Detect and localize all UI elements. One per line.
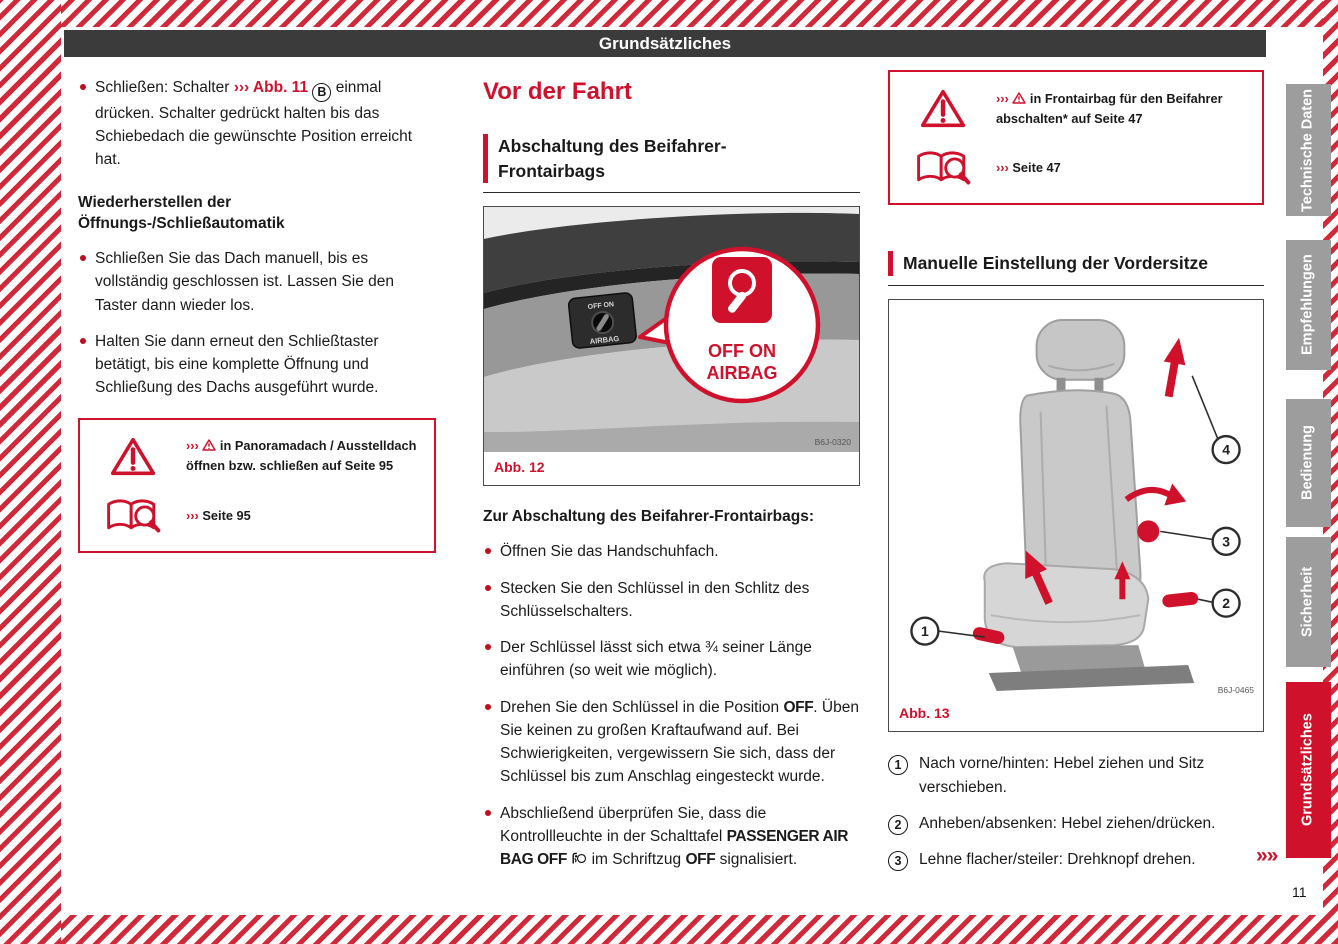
bullet-item	[483, 696, 860, 789]
reference-chevrons: ›››	[996, 160, 1009, 176]
bullet-marker	[485, 704, 491, 710]
warning-icon-cell	[902, 88, 984, 129]
body-text: Schließen: Schalter	[95, 79, 230, 96]
reference-chevrons: ›››	[996, 90, 1009, 106]
tab-label: Technische Daten	[1299, 88, 1316, 212]
warning-row	[92, 436, 422, 477]
chapter-header-bar	[64, 30, 1266, 57]
warning-reference-text: in Frontairbag für den Beifahrer abschalten* auf Seite 47	[996, 90, 1223, 126]
figure-caption: Abb. 12	[494, 459, 545, 475]
main-heading: Vor der Fahrt	[483, 78, 632, 105]
page-reference-text: Seite 95	[202, 507, 251, 523]
switch-plate-label-bottom: AIRBAG	[589, 333, 620, 346]
column-left	[78, 76, 436, 553]
bullet-marker	[80, 338, 86, 344]
warning-reference-text: in Panoramadach / Ausstelldach öffnen bzw. schließen auf Seite 95	[186, 438, 417, 473]
callout-number-1: 1	[921, 622, 929, 639]
body-text: Stecken Sie den Schlüssel in den Schlitz des Schlüsselschalters.	[500, 579, 810, 620]
tab-label: Grundsätzliches	[1299, 713, 1316, 827]
chapter-title: Grundsätzliches	[598, 33, 732, 53]
body-text: . Üben Sie keinen zu großen Kraftaufwand auf. Bei Schwierigkeiten, vergewissern Sie sich, dass der Schlüssel bis zum Anschlag eingesteckt wurde.	[500, 698, 859, 786]
callout-label-off-on: OFF ON	[708, 341, 776, 361]
callout-number-3: 3	[1222, 532, 1230, 549]
tab-bedienung[interactable]	[1286, 399, 1331, 527]
body-text: Drehen Sie den Schlüssel in die Position	[500, 698, 780, 716]
airbag-telltale-icon	[571, 852, 587, 865]
switch-plate-label-top: OFF ON	[587, 301, 615, 311]
bullet-item	[483, 577, 860, 624]
bullet-marker	[485, 810, 491, 816]
figure-abb-12	[483, 206, 860, 486]
bullet-item	[78, 330, 436, 400]
page-reference-text: Seite 47	[1012, 160, 1061, 176]
bullet-item	[78, 247, 436, 317]
tab-technische-daten[interactable]	[1286, 84, 1331, 216]
tab-label: Bedienung	[1299, 425, 1316, 501]
item-text: Anheben/absenken: Hebel ziehen/drücken.	[919, 814, 1216, 832]
list-item	[888, 812, 1264, 835]
warning-row	[902, 88, 1250, 129]
callout-number-2: 2	[1222, 594, 1230, 611]
body-text: einmal drücken. Schalter gedrückt halten bis das Schiebedach die gewünschte Position erreicht hat.	[95, 79, 413, 169]
off-label: OFF	[783, 698, 814, 716]
item-number-badge: 2	[888, 815, 908, 835]
warning-icon-cell	[92, 497, 174, 535]
page-reference[interactable]	[186, 506, 251, 526]
figure-code: B6J-0465	[1217, 684, 1255, 695]
numbered-list	[888, 752, 1264, 871]
warning-reference[interactable]	[996, 89, 1250, 129]
body-text: im Schriftzug	[591, 851, 682, 868]
section-heading	[483, 134, 860, 183]
warning-icon-cell	[92, 436, 174, 477]
column-middle	[483, 72, 860, 884]
off-label: OFF	[685, 851, 716, 868]
decorative-stripes-bottom	[0, 915, 1338, 944]
list-item	[888, 848, 1264, 871]
decorative-stripes-left	[0, 0, 61, 944]
item-text: Nach vorne/hinten: Hebel ziehen und Sitz verschieben.	[919, 755, 1205, 796]
warning-reference[interactable]	[186, 436, 422, 476]
callout-switch-plate	[712, 257, 772, 323]
bullet-marker	[80, 255, 86, 261]
tab-sicherheit[interactable]	[1286, 537, 1331, 667]
airbag-switch-illustration	[484, 207, 859, 452]
section-heading-text: Manuelle Einstellung der Vordersitze	[903, 253, 1209, 273]
seat-illustration	[889, 300, 1263, 699]
bullet-item	[483, 802, 860, 872]
body-text: Öffnen Sie das Handschuhfach.	[500, 543, 719, 561]
tab-empfehlungen[interactable]	[1286, 240, 1331, 370]
page-reference[interactable]	[996, 158, 1061, 178]
warning-note-box	[888, 70, 1264, 205]
body-text: Halten Sie dann erneut den Schließtaster betätigt, bis eine komplette Öffnung und Schließung des Dachs ausgeführt wurde.	[95, 332, 379, 397]
body-text: Schließen Sie das Dach manuell, bis es vollständig geschlossen ist. Lassen Sie den Taster dann wieder los.	[95, 250, 394, 314]
callout-letter-badge: B	[312, 83, 331, 102]
cross-reference-abb11[interactable]: ››› Abb. 11	[233, 79, 309, 96]
reference-chevrons: ›››	[186, 438, 199, 454]
figure-code: B6J-0320	[814, 437, 851, 447]
warning-triangle-icon	[110, 436, 156, 477]
warning-triangle-inline-icon	[1012, 92, 1026, 104]
tab-label: Empfehlungen	[1299, 254, 1316, 356]
section-heading	[888, 251, 1264, 276]
sub-heading	[78, 192, 436, 235]
continue-marker: »»	[1256, 844, 1278, 867]
page-number: 11	[1292, 884, 1307, 900]
decorative-stripes-top	[0, 0, 1338, 27]
body-text: Der Schlüssel lässt sich etwa ¾ seiner Länge einführen (so weit wie möglich).	[500, 639, 812, 680]
item-number-badge: 3	[888, 851, 908, 871]
item-number-badge: 1	[888, 755, 908, 775]
bullet-marker	[485, 644, 491, 650]
sub-heading-line: Öffnungs-/Schließautomatik	[78, 215, 285, 233]
list-item	[888, 752, 1264, 799]
passenger-airbag-off-label: PASSENGER AIR BAG OFF	[500, 827, 849, 868]
bullet-item	[483, 636, 860, 683]
figure-caption: Abb. 13	[899, 705, 950, 722]
section-heading-underline	[888, 251, 1264, 286]
body-text: Abschließend überprüfen Sie, dass die Kontrollleuchte in der Schalttafel	[500, 804, 767, 845]
book-search-icon	[915, 149, 971, 187]
body-text: signalisiert.	[719, 851, 798, 868]
bullet-item	[78, 76, 436, 172]
warning-row	[92, 497, 422, 535]
warning-icon-cell	[902, 149, 984, 187]
bullet-marker	[485, 585, 491, 591]
callout-label-airbag: AIRBAG	[706, 363, 778, 383]
bullet-marker	[485, 548, 491, 554]
book-search-icon	[105, 497, 161, 535]
bullet-item	[483, 540, 860, 563]
warning-row	[902, 149, 1250, 187]
bullet-marker	[80, 84, 86, 90]
warning-note-box	[78, 418, 436, 553]
tab-grundsaetzliches[interactable]	[1286, 682, 1331, 858]
column-right	[888, 70, 1264, 884]
item-text: Lehne flacher/steiler: Drehknopf drehen.	[919, 851, 1196, 869]
section-heading-underline	[483, 134, 860, 193]
callout-number-4: 4	[1222, 441, 1230, 458]
figure-abb-13	[888, 299, 1264, 733]
section-heading-text: Abschaltung des Beifahrer-Frontairbags	[498, 136, 727, 181]
warning-triangle-icon	[920, 88, 966, 129]
sub-heading: Zur Abschaltung des Beifahrer-Frontairbags:	[483, 508, 814, 525]
tab-label: Sicherheit	[1299, 566, 1316, 638]
warning-triangle-inline-icon	[202, 439, 216, 451]
reference-chevrons: ›››	[186, 507, 199, 523]
sub-heading-line: Wiederherstellen der	[78, 193, 232, 211]
airbag-key-switch	[568, 292, 637, 348]
